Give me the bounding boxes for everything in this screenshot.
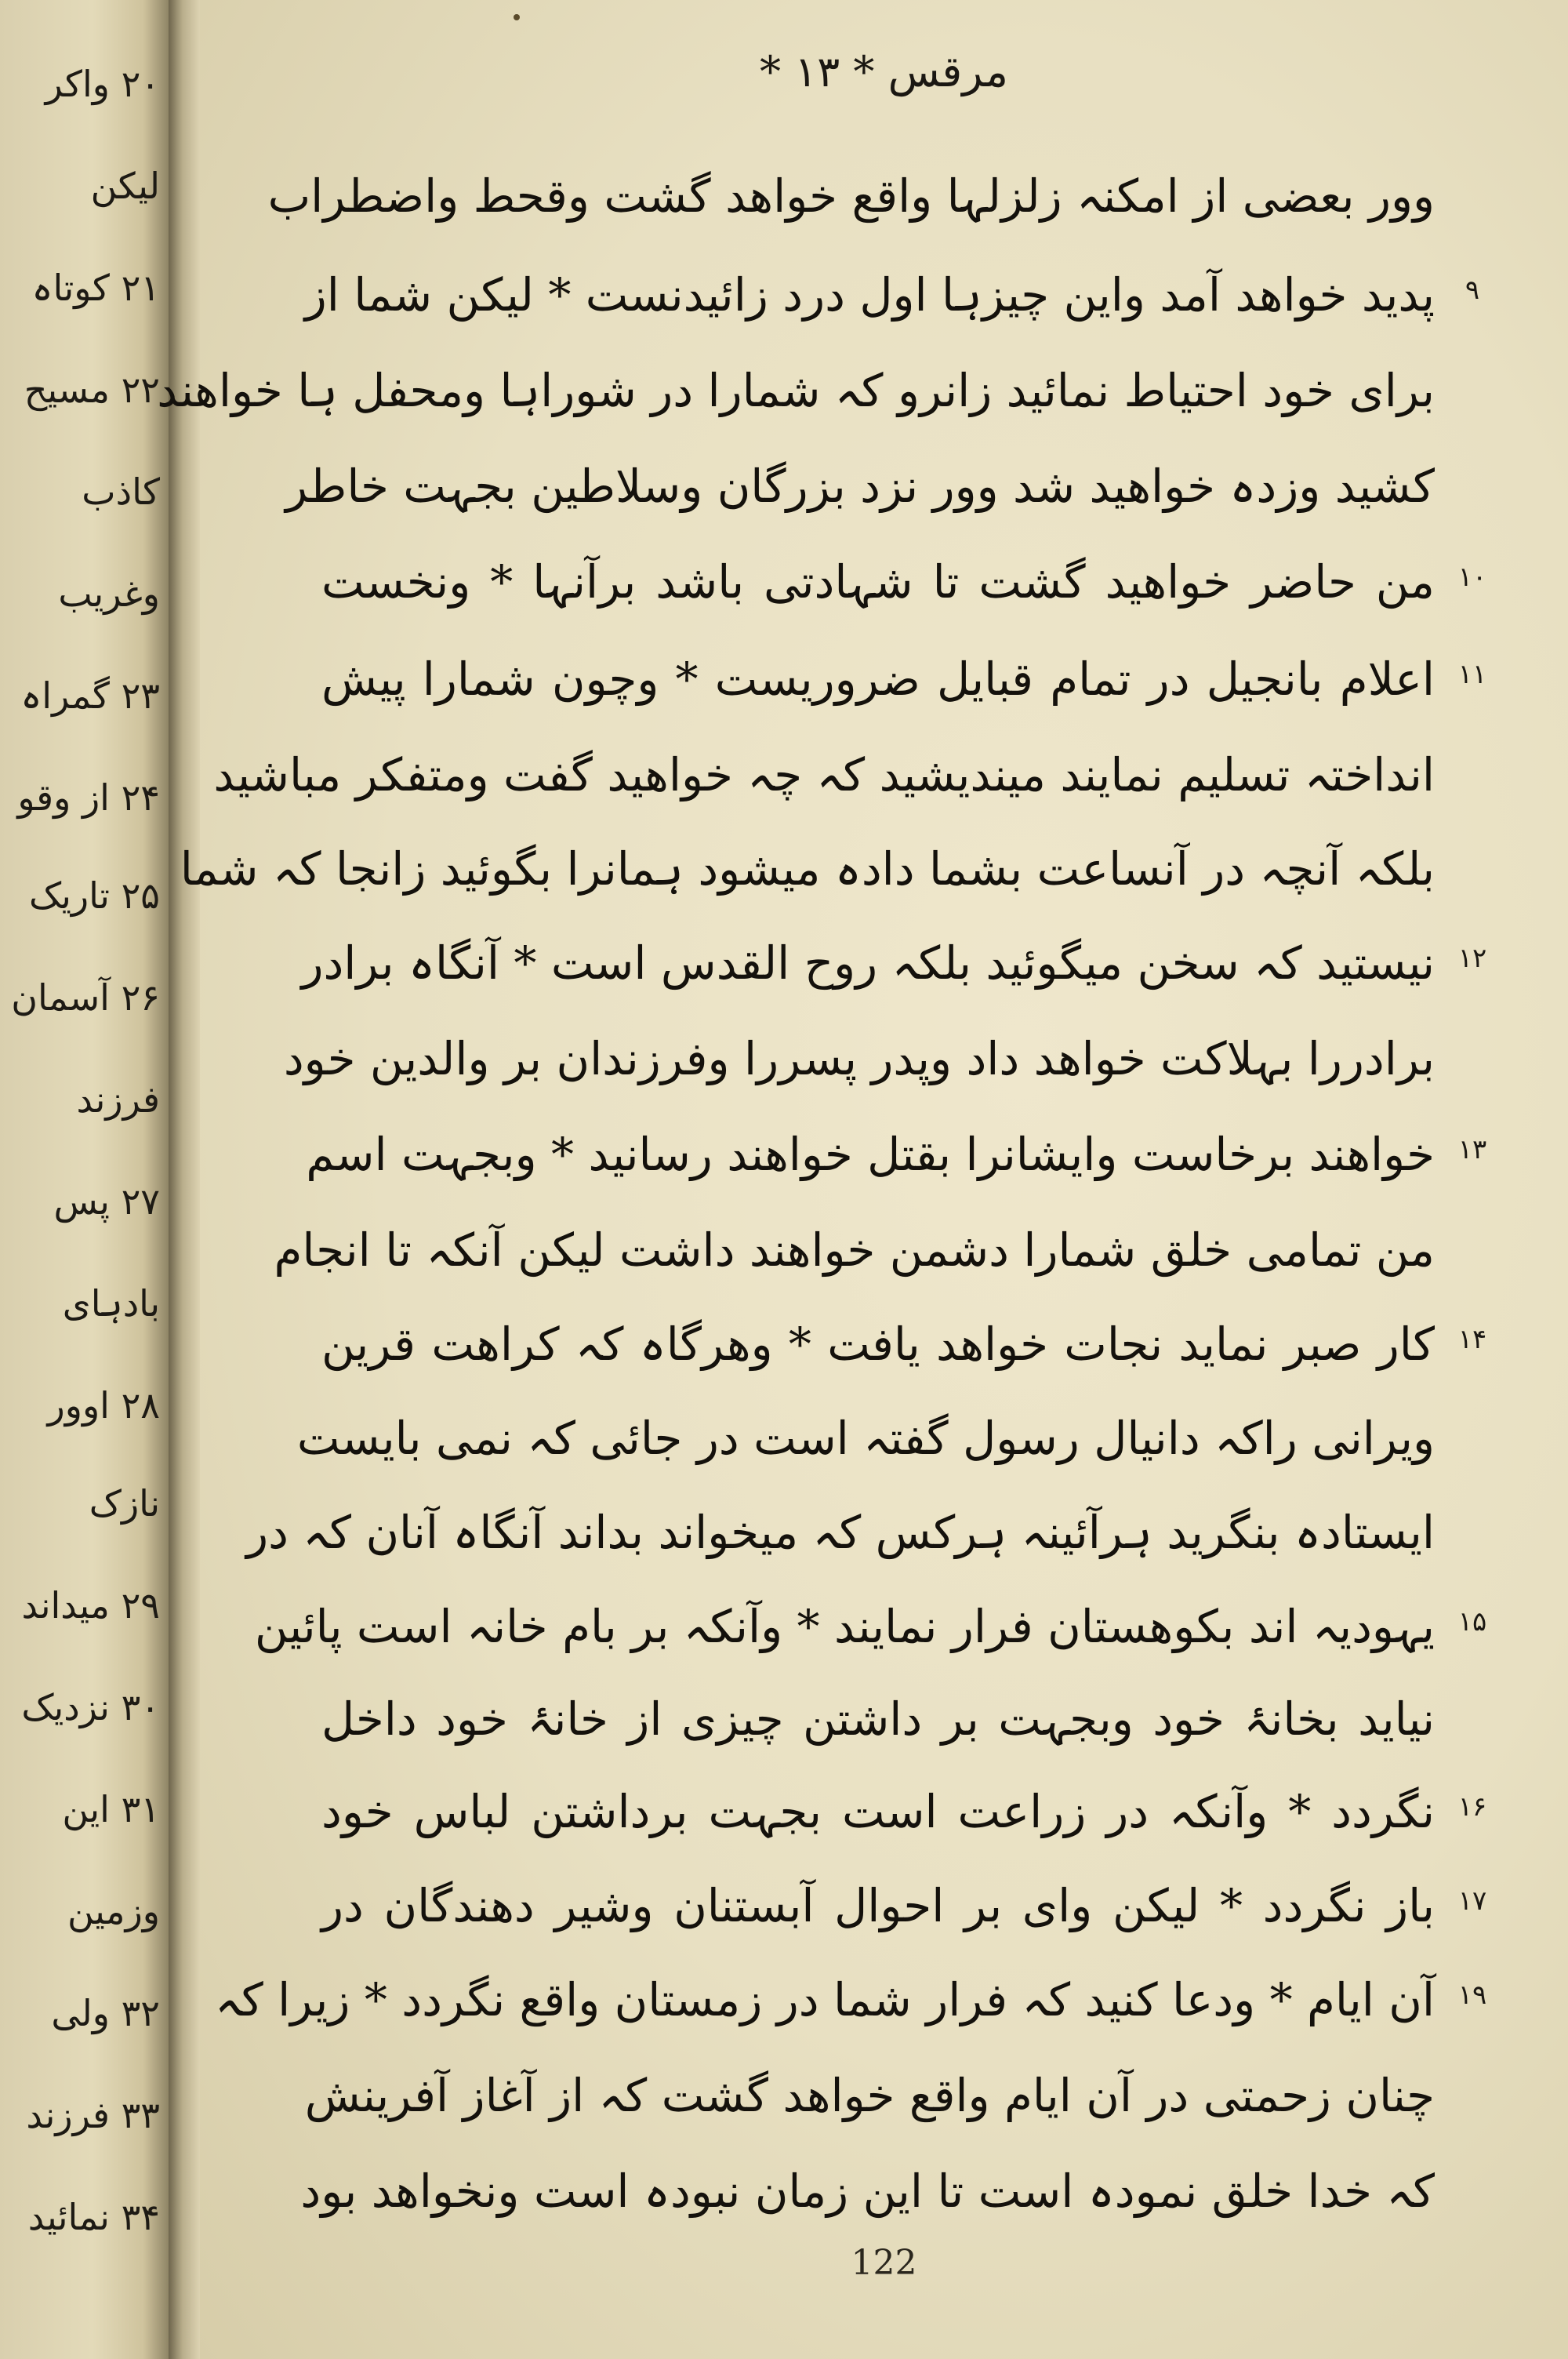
verse-number: ۱۳ xyxy=(1457,1134,1487,1165)
facing-page-line: ۲۲ مسیح xyxy=(24,369,160,411)
book-page xyxy=(157,0,1568,2359)
text-line: خواھند برخاست وایشانرا بقتل خواھند رسانید * وبجہت اسم xyxy=(306,1128,1435,1181)
facing-page xyxy=(0,0,169,2359)
text-line: برای خود احتیاط نمائید زانرو کہ شمارا در شوراہا ومحفل ہا خواھند xyxy=(157,364,1435,417)
facing-page-line: ۲۸ اوور xyxy=(47,1384,160,1427)
text-line: وور بعضی از امکنہ زلزلہا واقع خواھد گشت وقحط واضطراب xyxy=(267,169,1435,223)
verse-number: ۱۷ xyxy=(1457,1885,1487,1917)
verse-number: ۱۴ xyxy=(1457,1324,1487,1355)
verse-number: ۱۹ xyxy=(1457,1979,1487,2011)
facing-page-line: ۲۵ تاریک xyxy=(28,874,160,917)
text-line: کہ خدا خلق نمودہ است تا این زمان نبودہ است ونخواھد بود xyxy=(300,2165,1435,2218)
facing-page-line: ۲۴ از وقو xyxy=(17,776,160,819)
text-line: کشید وزدہ خواھید شد وور نزد بزرگان وسلاطین بجہت خاطر xyxy=(285,460,1435,513)
facing-page-line: ۲۳ گمراہ xyxy=(20,674,160,717)
text-line: پدید خواھد آمد واین چیزہا اول درد زائیدنست * لیکن شما از xyxy=(304,268,1435,322)
facing-page-line: لیکن xyxy=(90,165,160,207)
text-line: نیستید کہ سخن میگوئید بلکہ روح القدس است * آنگاہ برادر xyxy=(301,936,1435,990)
text-line: نیاید بخانۂ خود وبجہت بر داشتن چیزی از خانۂ خود داخل xyxy=(321,1692,1435,1746)
facing-page-line: ۲۱ کوتاہ xyxy=(31,267,160,309)
page-header: مرقس * ۱۳ * xyxy=(760,47,1008,96)
text-line: من تمامی خلق شمارا دشمن خواھند داشت لیکن آنکہ تا انجام xyxy=(274,1223,1435,1277)
page-number: 122 xyxy=(851,2243,917,2283)
facing-page-line: وزمین xyxy=(67,1890,160,1932)
verse-number: ۱۶ xyxy=(1457,1791,1487,1823)
text-line: نگردد * وآنکہ در زراعت است بجہت برداشتن لباس خود xyxy=(321,1785,1435,1838)
facing-page-line: ۳۰ نزدیک xyxy=(21,1686,160,1728)
facing-page-line: ۲۹ میداند xyxy=(21,1584,160,1627)
verse-number: ۱۰ xyxy=(1457,562,1487,593)
verse-number: ۱۱ xyxy=(1457,659,1487,690)
facing-page-line: ۳۱ این xyxy=(62,1788,160,1830)
text-line: کار صبر نماید نجات خواھد یافت * وھرگاہ کہ کراھت قرین xyxy=(321,1318,1435,1371)
text-line: انداختہ تسلیم نمایند میندیشید کہ چہ خواھید گفت ومتفکر مباشید xyxy=(213,748,1435,801)
ink-speck xyxy=(514,14,520,20)
facing-page-line: فرزند xyxy=(76,1078,160,1121)
text-line: بلکہ آنچہ در آنساعت بشما دادہ میشود ہمانرا بگوئید زانجا کہ شما xyxy=(180,842,1435,896)
text-line: ایستادہ بنگرید ہرآئینہ ہرکس کہ میخواند بداند آنگاہ آنان کہ در xyxy=(246,1506,1435,1559)
facing-page-line: وغریب xyxy=(58,572,160,615)
text-line: آن ایام * ودعا کنید کہ فرار شما در زمستان واقع نگردد * زیرا کہ xyxy=(215,1973,1435,2026)
facing-page-line: ۳۲ ولی xyxy=(51,1992,160,2034)
text-line: من حاضر خواھید گشت تا شہادتی باشد برآنہا * ونخست xyxy=(321,555,1435,609)
facing-page-line: ۲۶ آسمان xyxy=(11,976,160,1019)
verse-number: ۱۵ xyxy=(1457,1606,1487,1637)
facing-page-line: ۳۳ فرزند xyxy=(26,2094,160,2136)
verse-number: ۹ xyxy=(1465,274,1480,306)
facing-page-line: ۲۷ پس xyxy=(53,1180,160,1223)
facing-page-line: ۳۴ نمائید xyxy=(27,2196,160,2238)
facing-page-line: ۲۰ واکر xyxy=(45,63,160,105)
facing-page-line: کاذب xyxy=(82,471,160,513)
text-line: یہودیہ اند بکوھستان فرار نمایند * وآنکہ بر بام خانہ است پائین xyxy=(254,1600,1435,1653)
facing-page-line: بادہای xyxy=(62,1282,160,1325)
verse-number: ۱۲ xyxy=(1457,943,1487,974)
text-line: ویرانی راکہ دانیال رسول گفتہ است در جائی کہ نمی بایست xyxy=(296,1412,1435,1465)
text-line: باز نگردد * لیکن وای بر احوال آبستنان وشیر دھندگان در xyxy=(321,1879,1435,1932)
text-line: چنان زحمتی در آن ایام واقع خواھد گشت کہ از آغاز آفرینش xyxy=(304,2069,1435,2122)
text-line: اعلام بانجیل در تمام قبایل ضروریست * وچون شمارا پیش xyxy=(321,652,1435,706)
text-line: برادررا بہلاکت خواھد داد وپدر پسررا وفرزندان بر والدین خود xyxy=(283,1032,1435,1085)
facing-page-line: نازک xyxy=(89,1482,160,1525)
